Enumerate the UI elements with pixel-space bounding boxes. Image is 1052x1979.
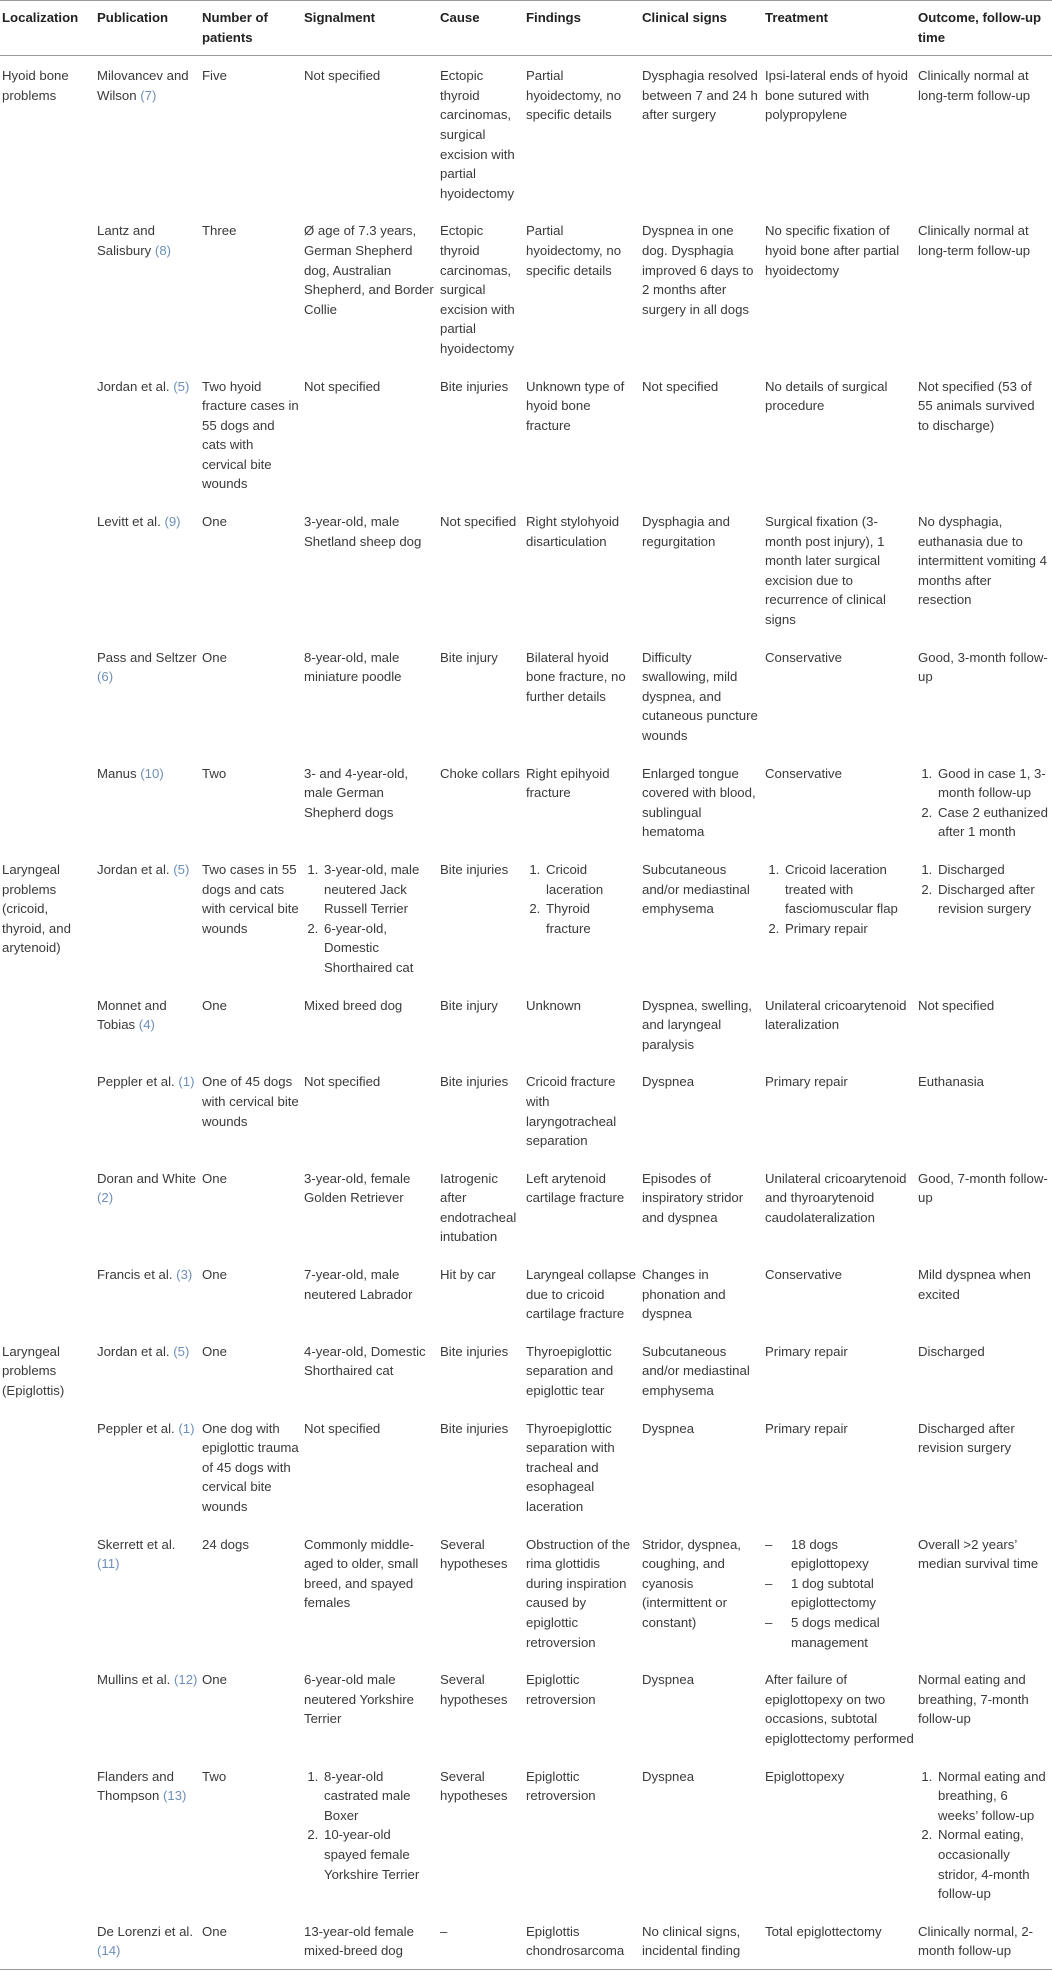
- treatment-cell: Conservative: [765, 765, 842, 781]
- cause-cell: Several hypotheses: [440, 1672, 508, 1707]
- author-name: Mullins et al.: [97, 1672, 171, 1688]
- cause-cell: Ectopic thyroid carcinomas, surgical excision with partial hyoidectomy: [440, 223, 515, 356]
- reference-number: (4): [138, 1017, 155, 1033]
- list-item: 1. Cricoid laceration treated with fasciomuscular flap: [783, 860, 914, 919]
- patients-cell: Three: [202, 223, 237, 239]
- localization-cell: Laryngeal problems (cricoid, thyroid, and arytenoid): [2, 861, 71, 956]
- signalment-cell: 13-year-old female mixed-breed dog: [304, 1912, 440, 1970]
- clinical-signs-cell: Not specified: [642, 378, 719, 394]
- list-item: 2. Normal eating, occasionally stridor, 4-month follow-up: [936, 1825, 1048, 1903]
- findings-cell: Epiglottic retroversion: [526, 1672, 596, 1707]
- outcome-cell: Discharged after revision surgery: [918, 1420, 1015, 1456]
- treatment-cell: Total epiglottectomy: [765, 1912, 918, 1970]
- findings-cell: Unknown type of hyoid bone fracture: [526, 378, 625, 433]
- localization-cell: [0, 1912, 97, 1970]
- outcome-cell: [918, 850, 1052, 986]
- column-header: Outcome, follow-up time: [918, 1, 1052, 56]
- patients-cell: One: [202, 1267, 227, 1283]
- treatment-cell: Epiglottopexy: [765, 1768, 845, 1784]
- author-name: Jordan et al.: [97, 861, 170, 877]
- header-row: [0, 1, 1052, 56]
- author-name: Jordan et al.: [97, 1343, 170, 1359]
- list-item: – 18 dogs epiglottopexy: [765, 1535, 914, 1574]
- reference-number: (3): [176, 1267, 193, 1283]
- reference-number: (5): [173, 861, 190, 877]
- localization-cell: [0, 211, 97, 366]
- table-row: [0, 1660, 1052, 1756]
- outcome-cell: Euthanasia: [918, 1074, 984, 1090]
- cause-cell: Bite injury: [440, 649, 498, 665]
- reference-number: (5): [173, 1343, 190, 1359]
- publication-cell: [97, 1409, 202, 1525]
- list-item: 1. 8-year-old castrated male Boxer: [322, 1767, 436, 1826]
- list-item: – 1 dog subtotal epiglottectomy: [765, 1574, 914, 1613]
- cause-cell: Iatrogenic after endotracheal intubation: [440, 1170, 517, 1245]
- table-row: [0, 638, 1052, 754]
- table-row: [0, 1062, 1052, 1158]
- clinical-signs-cell: Difficulty swallowing, mild dyspnea, and cutaneous puncture wounds: [642, 649, 758, 743]
- treatment-cell: Primary repair: [765, 1343, 848, 1359]
- signalment-cell: Not specified: [304, 378, 381, 394]
- table-row: [0, 1525, 1052, 1661]
- publication-cell: [97, 1159, 202, 1255]
- author-name: Doran and White: [97, 1170, 196, 1186]
- clinical-signs-cell: Dyspnea: [642, 1420, 695, 1436]
- reference-number: (12): [173, 1672, 198, 1688]
- clinical-signs-cell: Dyspnea in one dog. Dysphagia improved 6 days to 2 months after surgery in all dogs: [642, 223, 754, 317]
- signalment-cell: 4-year-old, Domestic Shorthaired cat: [304, 1343, 426, 1379]
- findings-cell: Epiglottic retroversion: [526, 1768, 596, 1804]
- cause-cell: Choke collars: [440, 765, 520, 781]
- table-body: [0, 56, 1052, 1970]
- table-row: [0, 754, 1052, 850]
- cause-cell: Several hypotheses: [440, 1768, 508, 1804]
- table-row: [0, 502, 1052, 638]
- publication-cell: [97, 367, 202, 503]
- list-item: 2. Thyroid fracture: [544, 899, 638, 938]
- localization-cell: Hyoid bone problems: [2, 68, 69, 103]
- publication-cell: [97, 986, 202, 1063]
- publication-cell: [97, 1660, 202, 1756]
- reference-number: (9): [164, 514, 181, 530]
- localization-cell: [0, 1660, 97, 1756]
- patients-cell: One: [202, 1170, 227, 1186]
- outcome-cell: Good, 7-month follow-up: [918, 1170, 1048, 1206]
- reference-number: (2): [97, 1190, 114, 1206]
- patients-cell: One: [202, 1343, 227, 1359]
- column-header: Treatment: [765, 1, 918, 56]
- cause-cell: Not specified: [440, 514, 517, 530]
- signalment-cell: 6-year-old male neutered Yorkshire Terrier: [304, 1672, 414, 1727]
- publication-cell: [97, 1912, 202, 1970]
- findings-cell: Bilateral hyoid bone fracture, no further details: [526, 649, 626, 704]
- dash-list: [765, 1535, 914, 1653]
- column-header: Findings: [526, 1, 642, 56]
- findings-cell: Unknown: [526, 997, 581, 1013]
- treatment-cell: [765, 1525, 918, 1661]
- treatment-cell: No specific fixation of hyoid bone after partial hyoidectomy: [765, 223, 900, 278]
- patients-cell: Two hyoid fracture cases in 55 dogs and cats with cervical bite wounds: [202, 378, 299, 492]
- list-item: 2. 10-year-old spayed female Yorkshire Terrier: [322, 1825, 436, 1884]
- outcome-cell: Normal eating and breathing, 7-month follow-up: [918, 1672, 1029, 1727]
- numbered-list: [526, 860, 638, 938]
- signalment-cell: 8-year-old, male miniature poodle: [304, 649, 402, 685]
- author-name: Peppler et al.: [97, 1420, 175, 1436]
- clinical-signs-cell: Episodes of inspiratory stridor and dyspnea: [642, 1170, 744, 1225]
- outcome-cell: [918, 754, 1052, 850]
- localization-cell: [0, 986, 97, 1063]
- signalment-cell: Not specified: [304, 1074, 381, 1090]
- author-name: Monnet and Tobias: [97, 997, 167, 1033]
- patients-cell: Two cases in 55 dogs and cats with cervical bite wounds: [202, 861, 299, 936]
- findings-cell: Partial hyoidectomy, no specific details: [526, 223, 622, 278]
- outcome-cell: Mild dyspnea when excited: [918, 1267, 1031, 1302]
- localization-cell: [0, 1757, 97, 1912]
- signalment-cell: 7-year-old, male neutered Labrador: [304, 1267, 413, 1302]
- author-name: Lantz and Salisbury: [97, 223, 155, 258]
- cause-cell: Bite injuries: [440, 861, 509, 877]
- table-row: [0, 211, 1052, 366]
- list-item: – 5 dogs medical management: [765, 1613, 914, 1652]
- table-row: [0, 1757, 1052, 1912]
- findings-cell: Cricoid fracture with laryngotracheal separation: [526, 1074, 617, 1149]
- treatment-cell: Conservative: [765, 649, 842, 665]
- outcome-cell: No dysphagia, euthanasia due to intermittent vomiting 4 months after resection: [918, 514, 1047, 608]
- table-row: [0, 986, 1052, 1063]
- treatment-cell: Unilateral cricoarytenoid and thyroarytenoid caudolateralization: [765, 1170, 907, 1225]
- list-item: 1. Discharged: [936, 860, 1048, 880]
- cause-cell: Bite injuries: [440, 1420, 509, 1436]
- signalment-cell: Mixed breed dog: [304, 997, 403, 1013]
- table-row: [0, 850, 1052, 986]
- findings-cell: Left arytenoid cartilage fracture: [526, 1170, 625, 1206]
- patients-cell: One: [202, 1672, 227, 1688]
- treatment-cell: Unilateral cricoarytenoid lateralization: [765, 997, 907, 1033]
- author-name: Manus: [97, 765, 137, 781]
- patients-cell: Two: [202, 765, 227, 781]
- table-row: [0, 56, 1052, 212]
- list-item: 1. Good in case 1, 3-month follow-up: [936, 764, 1048, 803]
- localization-cell: [0, 1159, 97, 1255]
- localization-cell: [0, 1409, 97, 1525]
- localization-cell: [0, 754, 97, 850]
- outcome-cell: Clinically normal, 2-month follow-up: [918, 1912, 1052, 1970]
- table-row: [0, 1409, 1052, 1525]
- signalment-cell: Commonly middle-aged to older, small breed, and spayed females: [304, 1536, 419, 1611]
- numbered-list: [304, 1767, 436, 1885]
- author-name: Jordan et al.: [97, 378, 170, 394]
- cause-cell: Hit by car: [440, 1267, 496, 1283]
- table-row: [0, 1332, 1052, 1409]
- treatment-cell: Primary repair: [765, 1074, 848, 1090]
- reference-number: (11): [97, 1556, 120, 1572]
- signalment-cell: 3-year-old, male Shetland sheep dog: [304, 514, 422, 549]
- signalment-cell: 3- and 4-year-old, male German Shepherd dogs: [304, 765, 409, 820]
- reference-number: (10): [140, 765, 164, 781]
- signalment-cell: 3-year-old, female Golden Retriever: [304, 1170, 411, 1206]
- treatment-cell: [765, 850, 918, 986]
- clinical-signs-cell: Subcutaneous and/or mediastinal emphysema: [642, 861, 750, 917]
- clinical-signs-cell: Dysphagia resolved between 7 and 24 h after surgery: [642, 68, 758, 123]
- findings-cell: Thyroepiglottic separation with tracheal and esophageal laceration: [526, 1420, 615, 1514]
- publication-cell: [97, 1757, 202, 1912]
- outcome-cell: Not specified (53 of 55 animals survived to discharge): [918, 378, 1035, 433]
- findings-cell: Obstruction of the rima glottidis during inspiration caused by epiglottic retroversion: [526, 1536, 631, 1650]
- outcome-cell: Clinically normal at long-term follow-up: [918, 68, 1031, 103]
- numbered-list: [765, 860, 914, 938]
- publication-cell: [97, 56, 202, 212]
- outcome-cell: [918, 1757, 1052, 1912]
- signalment-cell: [304, 850, 440, 986]
- localization-cell: Laryngeal problems (Epiglottis): [2, 1343, 65, 1399]
- signalment-cell: Ø age of 7.3 years, German Shepherd dog, Australian Shepherd, and Border Collie: [304, 223, 434, 317]
- publication-cell: [97, 502, 202, 638]
- author-name: De Lorenzi et al.: [97, 1923, 194, 1939]
- outcome-cell: Discharged: [918, 1343, 985, 1359]
- outcome-cell: Overall >2 years’ median survival time: [918, 1536, 1039, 1572]
- patients-cell: Five: [202, 68, 227, 84]
- clinical-signs-cell: Stridor, dyspnea, coughing, and cyanosis (intermittent or constant): [642, 1536, 741, 1630]
- localization-cell: [0, 1525, 97, 1661]
- outcome-cell: Good, 3-month follow-up: [918, 649, 1048, 685]
- patients-cell: 24 dogs: [202, 1536, 249, 1552]
- clinical-signs-cell: Dyspnea: [642, 1768, 695, 1784]
- reference-number: (13): [162, 1788, 187, 1804]
- publication-cell: [97, 1332, 202, 1409]
- publication-cell: [97, 638, 202, 754]
- author-name: Pass and Seltzer: [97, 649, 197, 665]
- publication-cell: [97, 1062, 202, 1158]
- author-name: Peppler et al.: [97, 1074, 175, 1090]
- publication-cell: [97, 754, 202, 850]
- numbered-list: [918, 764, 1048, 842]
- patients-cell: One: [202, 997, 227, 1013]
- clinical-signs-cell: No clinical signs, incidental finding: [642, 1912, 765, 1970]
- cause-cell: Bite injuries: [440, 1343, 509, 1359]
- findings-cell: Thyroepiglottic separation and epiglottic tear: [526, 1343, 614, 1399]
- list-item: 2. Discharged after revision surgery: [936, 880, 1048, 919]
- signalment-cell: Not specified: [304, 1420, 381, 1436]
- localization-cell: [0, 1255, 97, 1332]
- author-name: Francis et al.: [97, 1267, 173, 1283]
- list-item: 1. Cricoid laceration: [544, 860, 638, 899]
- column-header: Publication: [97, 1, 202, 56]
- author-name: Flanders and Thompson: [97, 1768, 174, 1804]
- list-item: 2. Primary repair: [783, 919, 914, 939]
- column-header: Cause: [440, 1, 526, 56]
- patients-cell: Two: [202, 1768, 227, 1784]
- findings-cell: Partial hyoidectomy, no specific details: [526, 68, 622, 123]
- column-header: Number of patients: [202, 1, 304, 56]
- cause-cell: Bite injuries: [440, 378, 509, 394]
- list-item: 2. 6-year-old, Domestic Shorthaired cat: [322, 919, 436, 978]
- table-row: [0, 1255, 1052, 1332]
- cause-cell: Several hypotheses: [440, 1536, 508, 1572]
- signalment-cell: Not specified: [304, 68, 381, 84]
- findings-cell: Right stylohyoid disarticulation: [526, 514, 620, 549]
- reference-number: (7): [140, 87, 157, 103]
- treatment-cell: After failure of epiglottopexy on two occasions, subtotal epiglottectomy performed: [765, 1672, 914, 1746]
- publication-cell: [97, 1525, 202, 1661]
- cause-cell: Bite injury: [440, 997, 498, 1013]
- publication-cell: [97, 211, 202, 366]
- localization-cell: [0, 638, 97, 754]
- column-header: Clinical signs: [642, 1, 765, 56]
- list-item: 2. Case 2 euthanized after 1 month: [936, 803, 1048, 842]
- signalment-cell: [304, 1757, 440, 1912]
- patients-cell: One dog with epiglottic trauma of 45 dogs with cervical bite wounds: [202, 1420, 299, 1514]
- list-item: 1. Normal eating and breathing, 6 weeks’ follow-up: [936, 1767, 1048, 1826]
- clinical-signs-cell: Dyspnea: [642, 1672, 695, 1688]
- table-row: [0, 367, 1052, 503]
- author-name: Milovancev and Wilson: [97, 68, 189, 103]
- patients-cell: One: [202, 649, 227, 665]
- localization-cell: [0, 367, 97, 503]
- findings-cell: [526, 850, 642, 986]
- findings-cell: Laryngeal collapse due to cricoid cartilage fracture: [526, 1267, 636, 1322]
- list-item: 1. 3-year-old, male neutered Jack Russell Terrier: [322, 860, 436, 919]
- patients-cell: One of 45 dogs with cervical bite wounds: [202, 1074, 299, 1129]
- findings-cell: Epiglottis chondrosarcoma: [526, 1912, 642, 1970]
- treatment-cell: Conservative: [765, 1267, 842, 1283]
- cause-cell: Bite injuries: [440, 1074, 509, 1090]
- author-name: Levitt et al.: [97, 514, 161, 530]
- cause-cell: –: [440, 1912, 526, 1970]
- reference-number: (8): [154, 242, 172, 258]
- numbered-list: [918, 860, 1048, 919]
- localization-cell: [0, 502, 97, 638]
- reference-number: (5): [173, 378, 190, 394]
- reference-number: (14): [97, 1943, 121, 1959]
- patients-cell: One: [202, 1912, 304, 1970]
- table-row: [0, 1912, 1052, 1970]
- cause-cell: Ectopic thyroid carcinomas, surgical excision with partial hyoidectomy: [440, 68, 515, 201]
- treatment-cell: Ipsi-lateral ends of hyoid bone sutured with polypropylene: [765, 68, 908, 123]
- clinical-signs-cell: Enlarged tongue covered with blood, sublingual hematoma: [642, 765, 756, 840]
- publication-cell: [97, 850, 202, 986]
- patients-cell: One: [202, 514, 227, 530]
- column-header: Localization: [0, 1, 97, 56]
- author-name: Skerrett et al.: [97, 1536, 176, 1552]
- findings-cell: Right epihyoid fracture: [526, 765, 610, 801]
- outcome-cell: Not specified: [918, 997, 995, 1013]
- clinical-signs-cell: Dyspnea: [642, 1074, 695, 1090]
- column-header: Signalment: [304, 1, 440, 56]
- reference-number: (1): [178, 1074, 195, 1090]
- localization-cell: [0, 1062, 97, 1158]
- clinical-signs-cell: Dysphagia and regurgitation: [642, 514, 730, 549]
- reference-number: (6): [97, 669, 114, 685]
- clinical-signs-cell: Subcutaneous and/or mediastinal emphysema: [642, 1343, 750, 1399]
- reference-number: (1): [178, 1420, 195, 1436]
- publication-cell: [97, 1255, 202, 1332]
- treatment-cell: No details of surgical procedure: [765, 378, 888, 414]
- clinical-signs-cell: Dyspnea, swelling, and laryngeal paralysis: [642, 997, 752, 1052]
- treatment-cell: Primary repair: [765, 1420, 848, 1436]
- treatment-cell: Surgical fixation (3-month post injury), 1 month later surgical excision due to recurrence of clinical signs: [765, 514, 886, 628]
- clinical-signs-cell: Changes in phonation and dyspnea: [642, 1267, 726, 1322]
- outcome-cell: Clinically normal at long-term follow-up: [918, 223, 1031, 258]
- numbered-list: [304, 860, 436, 978]
- numbered-list: [918, 1767, 1048, 1904]
- table-row: [0, 1159, 1052, 1255]
